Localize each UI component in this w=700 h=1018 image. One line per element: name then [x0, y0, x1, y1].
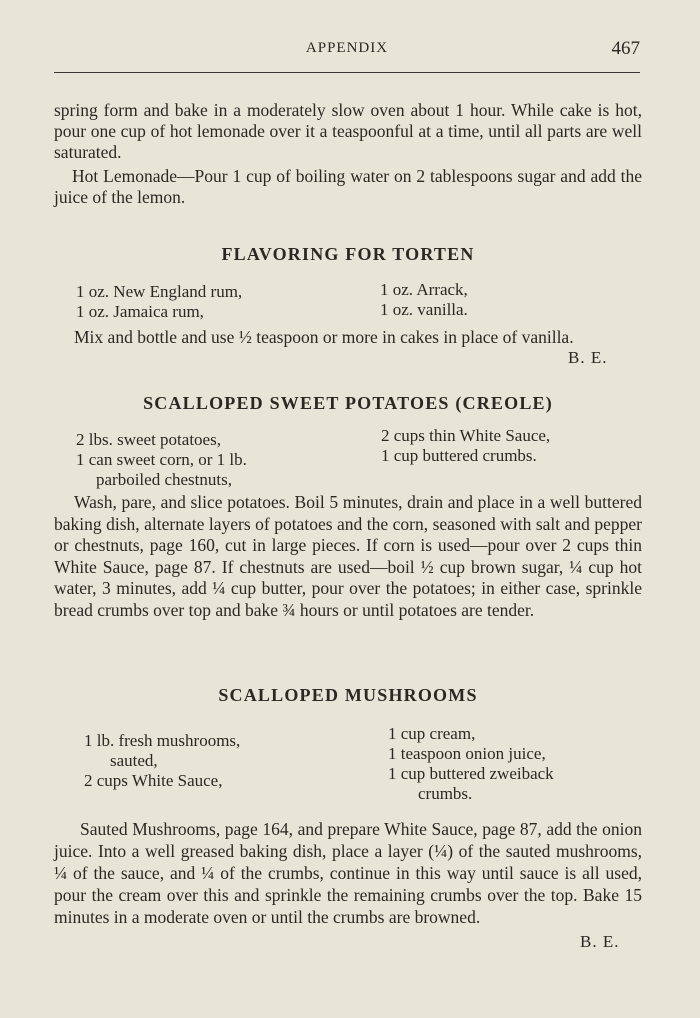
ingredient-continuation: crumbs.: [418, 784, 473, 803]
cake-continuation-paragraph: spring form and bake in a moderately slow oven about 1 hour. While cake is hot, pour one cup of hot lemonade over it a teaspoonful at a time, until all parts are well saturated.: [54, 100, 642, 162]
flavoring-initials: B. E.: [568, 348, 608, 367]
ingredient-continuation: parboiled chestnuts,: [96, 470, 232, 489]
sweet-potatoes-ingredients-right: [381, 426, 641, 466]
running-title: APPENDIX: [305, 40, 389, 56]
sweet-potatoes-heading: SCALLOPED SWEET POTATOES (CREOLE): [143, 393, 553, 413]
mushrooms-ingredients-right: [388, 724, 638, 804]
flavoring-torten-heading: FLAVORING FOR TORTEN: [221, 244, 475, 264]
ingredient: 1 cup buttered crumbs.: [381, 446, 537, 465]
flavoring-ingredients-right: [380, 280, 620, 320]
ingredient: 1 can sweet corn, or 1 lb.: [76, 450, 247, 469]
sweet-potatoes-directions: Wash, pare, and slice potatoes. Boil 5 minutes, drain and place in a well buttered baking dish, alternate layers of potatoes and the corn, seasoned with salt and pepper or chestnuts, page 160, cut in large pieces. If corn is used—pour over 2 cups thin White Sauce, page 87. If chestnuts are used—boil ½ cup brown sugar, ¼ cup hot water, 3 minutes, add ¼ cup butter, pour over the potatoes; in either case, sprinkle bread crumbs over top and bake ¾ hours or until potatoes are tender.: [54, 492, 642, 620]
ingredient: 1 teaspoon onion juice,: [388, 744, 546, 763]
flavoring-directions: Mix and bottle and use ½ teaspoon or more in cakes in place of vanilla.: [74, 327, 574, 347]
sweet-potatoes-ingredients-left: [76, 430, 376, 490]
ingredient: 1 oz. New England rum,: [76, 282, 243, 301]
ingredient: 2 cups White Sauce,: [84, 771, 223, 790]
ingredient: 1 lb. fresh mushrooms,: [84, 731, 241, 750]
ingredient: 2 cups thin White Sauce,: [381, 426, 551, 445]
running-head: [54, 38, 640, 68]
ingredient: 1 cup cream,: [388, 724, 476, 743]
ingredient: 1 oz. Arrack,: [380, 280, 468, 299]
mushrooms-ingredients-left: [84, 731, 374, 791]
ingredient: 2 lbs. sweet potatoes,: [76, 430, 221, 449]
mushrooms-directions: Sauted Mushrooms, page 164, and prepare White Sauce, page 87, add the onion juice. Into a well greased baking dish, place a layer (¼) of the sauted mushrooms, ¼ of the sauce, and ¼ of the crumbs, continue in this way until sauce is all used, pour the cream over this and sprinkle the remaining crumbs over the top. Bake 15 minutes in a moderate oven or until the crumbs are browned.: [54, 819, 642, 927]
ingredient: 1 oz. vanilla.: [380, 300, 468, 319]
header-rule: [54, 72, 640, 73]
flavoring-ingredients-left: [76, 282, 366, 322]
ingredient-continuation: sauted,: [110, 751, 158, 770]
mushrooms-initials: B. E.: [580, 932, 620, 951]
mushrooms-heading: SCALLOPED MUSHROOMS: [218, 685, 478, 705]
ingredient: 1 oz. Jamaica rum,: [76, 302, 204, 321]
ingredient: 1 cup buttered zweiback: [388, 764, 554, 783]
page-number: 467: [611, 38, 640, 59]
hot-lemonade-paragraph: Hot Lemonade—Pour 1 cup of boiling water on 2 tablespoons sugar and add the juice of the lemon.: [54, 166, 642, 207]
